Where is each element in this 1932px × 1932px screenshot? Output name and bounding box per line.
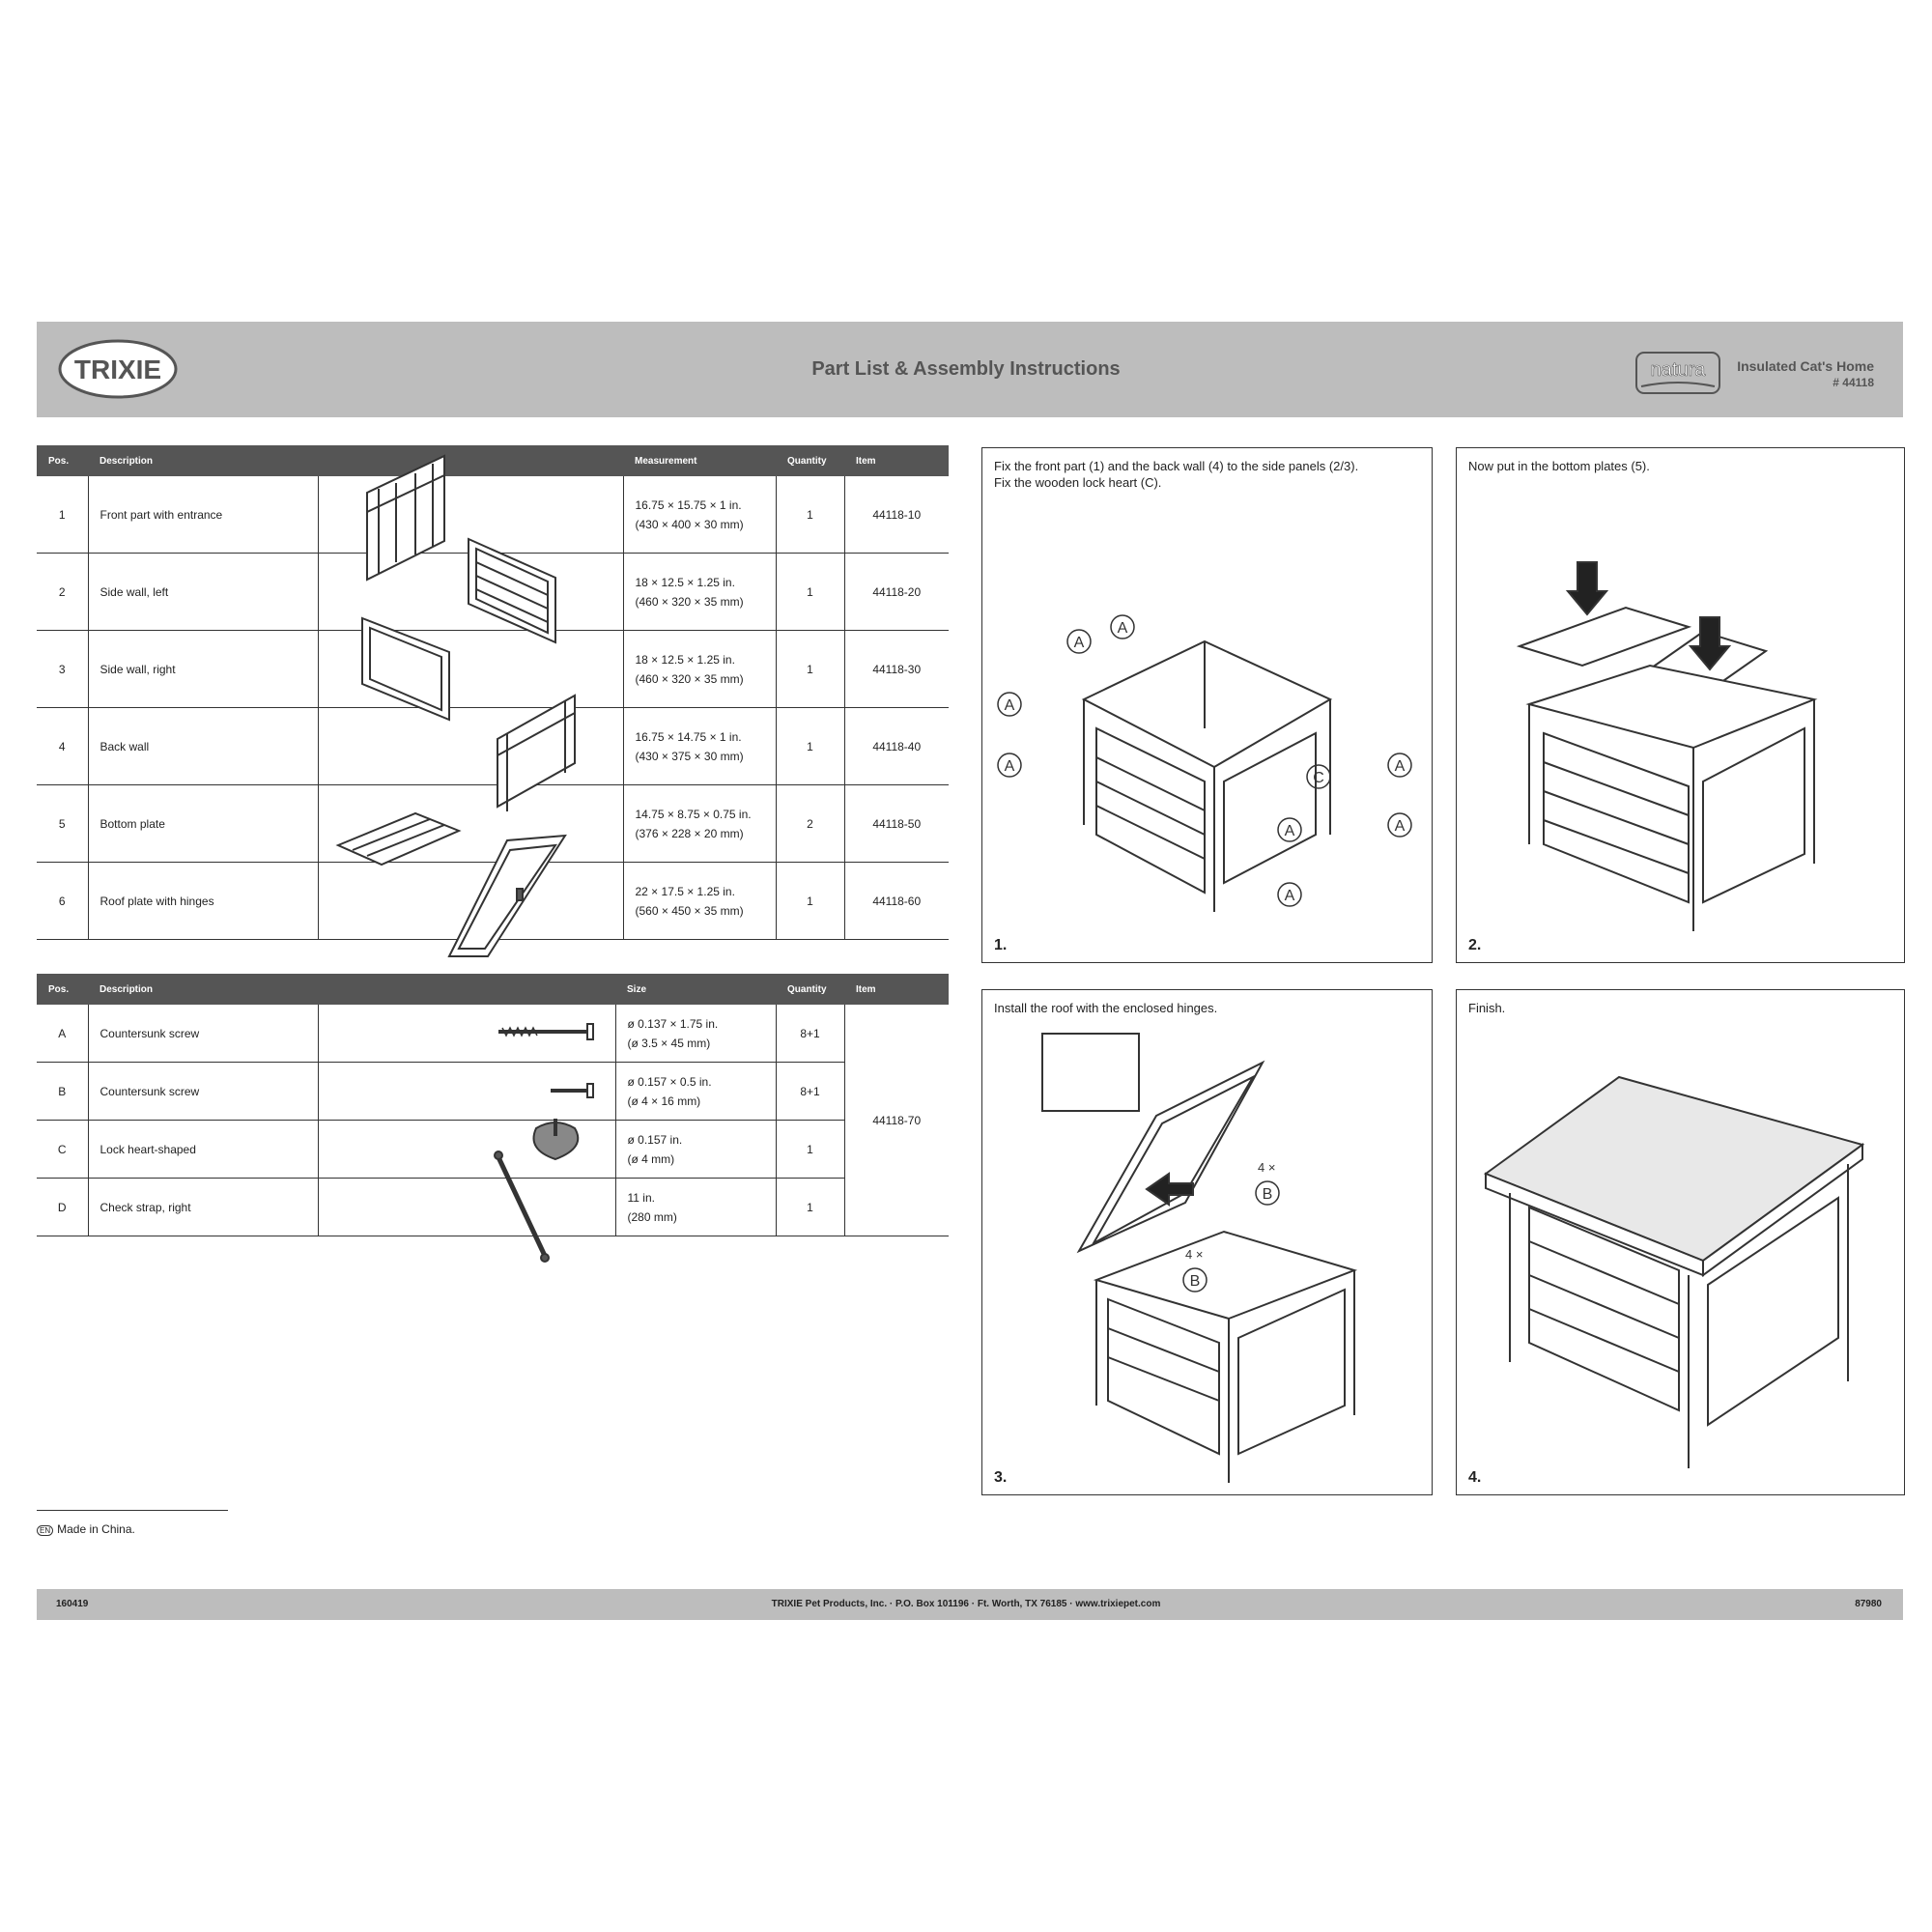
col-pos: Pos.: [37, 445, 88, 476]
meas-in: 22 × 17.5 × 1.25 in.: [635, 884, 735, 898]
step-2-panel: [1456, 447, 1905, 963]
svg-text:A: A: [1004, 697, 1015, 714]
part-description: Side wall, right: [88, 631, 318, 708]
step-line: Now put in the bottom plates (5).: [1468, 459, 1650, 473]
hw-description: Countersunk screw: [88, 1063, 318, 1121]
meas-mm: (430 × 400 × 30 mm): [635, 517, 744, 531]
part-description: Bottom plate: [88, 785, 318, 863]
front-part-drawing: [367, 456, 444, 580]
made-in-note: [37, 1522, 135, 1536]
hw-pos: D: [37, 1179, 88, 1236]
part-item: 44118-60: [844, 863, 949, 940]
part-quantity: 1: [776, 708, 844, 785]
part-description: Back wall: [88, 708, 318, 785]
meas-mm: (560 × 450 × 35 mm): [635, 903, 744, 918]
col-description: Description: [88, 445, 318, 476]
col-pos: Pos.: [37, 974, 88, 1005]
col-image: [318, 974, 615, 1005]
part-description: Roof plate with hinges: [88, 863, 318, 940]
hw-pos: A: [37, 1005, 88, 1063]
parts-drawings: [319, 454, 628, 966]
part-measurement: [623, 631, 776, 708]
hw-description: Check strap, right: [88, 1179, 318, 1236]
col-size: Size: [615, 974, 776, 1005]
col-quantity: Quantity: [776, 445, 844, 476]
step-2-drawing: [1457, 448, 1903, 960]
size-mm: (280 mm): [627, 1209, 677, 1224]
divider: [37, 1510, 228, 1511]
size-mm: (ø 3.5 × 45 mm): [627, 1036, 711, 1050]
product-name: Insulated Cat's Home: [1737, 358, 1874, 374]
svg-text:C: C: [1313, 770, 1324, 786]
svg-text:A: A: [1004, 758, 1015, 775]
meas-mm: (430 × 375 × 30 mm): [635, 749, 744, 763]
hw-pos: B: [37, 1063, 88, 1121]
part-description: Front part with entrance: [88, 476, 318, 554]
back-wall-drawing: [497, 696, 575, 811]
step-number: 2.: [1468, 937, 1482, 953]
svg-text:A: A: [1284, 888, 1295, 904]
part-measurement: [623, 785, 776, 863]
lock-heart-drawing: [534, 1119, 579, 1159]
part-measurement: [623, 863, 776, 940]
step-line: Fix the front part (1) and the back wall (4) to the side panels (2/3).: [994, 459, 1359, 473]
meas-in: 16.75 × 15.75 × 1 in.: [635, 497, 742, 512]
hardware-header-row: [37, 974, 949, 1005]
part-measurement: [623, 476, 776, 554]
step-1-drawing: [982, 448, 1431, 960]
step-3-drawing: [982, 990, 1431, 1492]
svg-text:TRIXIE: TRIXIE: [73, 355, 162, 384]
col-item: Item: [844, 445, 949, 476]
side-wall-right-drawing: [362, 618, 449, 720]
made-in-text: Made in China.: [57, 1522, 135, 1536]
svg-text:A: A: [1284, 823, 1295, 839]
hw-size: [615, 1179, 776, 1236]
step-3-panel: [981, 989, 1433, 1495]
size-in: ø 0.157 × 0.5 in.: [627, 1074, 712, 1089]
hinge-detail-inset: [1042, 1034, 1139, 1111]
part-description: Side wall, left: [88, 554, 318, 631]
hardware-drawings: [483, 1014, 609, 1265]
part-quantity: 2: [776, 785, 844, 863]
hw-size: [615, 1005, 776, 1063]
size-mm: (ø 4 × 16 mm): [627, 1094, 701, 1108]
roof-plate-drawing: [449, 836, 565, 956]
footer-code-right: 87980: [1855, 1599, 1882, 1609]
screw-b-drawing: [551, 1084, 593, 1097]
part-quantity: 1: [776, 476, 844, 554]
meas-in: 14.75 × 8.75 × 0.75 in.: [635, 807, 752, 821]
col-measurement: Measurement: [623, 445, 776, 476]
col-quantity: Quantity: [776, 974, 844, 1005]
hw-size: [615, 1121, 776, 1179]
part-quantity: 1: [776, 554, 844, 631]
part-item: 44118-20: [844, 554, 949, 631]
check-strap-drawing: [495, 1151, 549, 1262]
product-number: # 44118: [1833, 376, 1874, 389]
part-quantity: 1: [776, 631, 844, 708]
page-title: Part List & Assembly Instructions: [811, 358, 1121, 380]
meas-in: 16.75 × 14.75 × 1 in.: [635, 729, 742, 744]
hw-pos: C: [37, 1121, 88, 1179]
side-wall-left-drawing: [469, 539, 555, 642]
meas-mm: (376 × 228 × 20 mm): [635, 826, 744, 840]
step-number: 3.: [994, 1469, 1008, 1486]
step-line: Install the roof with the enclosed hinges.: [994, 1001, 1218, 1015]
svg-text:4 ×: 4 ×: [1185, 1247, 1204, 1262]
screw-a-drawing: [498, 1024, 593, 1039]
down-arrow-icon: [1568, 562, 1606, 614]
svg-text:B: B: [1262, 1186, 1273, 1203]
part-item: 44118-30: [844, 631, 949, 708]
part-measurement: [623, 708, 776, 785]
meas-in: 18 × 12.5 × 1.25 in.: [635, 652, 735, 667]
step-line: Fix the wooden lock heart (C).: [994, 475, 1162, 490]
meas-mm: (460 × 320 × 35 mm): [635, 594, 744, 609]
col-description: Description: [88, 974, 318, 1005]
hw-size: [615, 1063, 776, 1121]
part-pos: 4: [37, 708, 88, 785]
footer-address: TRIXIE Pet Products, Inc. · P.O. Box 101196 · Ft. Worth, TX 76185 · www.trixiepet.com: [771, 1599, 1161, 1609]
step-1-panel: [981, 447, 1433, 963]
size-in: ø 0.157 in.: [627, 1132, 683, 1147]
hw-description: Countersunk screw: [88, 1005, 318, 1063]
part-item: 44118-10: [844, 476, 949, 554]
hw-description: Lock heart-shaped: [88, 1121, 318, 1179]
col-item: Item: [844, 974, 949, 1005]
svg-text:A: A: [1394, 818, 1406, 835]
step-4-drawing: [1457, 990, 1903, 1492]
part-quantity: 1: [776, 863, 844, 940]
roof-top: [1486, 1077, 1862, 1261]
meas-in: 18 × 12.5 × 1.25 in.: [635, 575, 735, 589]
size-in: ø 0.137 × 1.75 in.: [627, 1016, 719, 1031]
step-number: 4.: [1468, 1469, 1482, 1486]
part-pos: 5: [37, 785, 88, 863]
part-item: 44118-40: [844, 708, 949, 785]
part-measurement: [623, 554, 776, 631]
bottom-plate-drawing: [338, 813, 459, 865]
language-badge: EN: [37, 1525, 53, 1536]
part-pos: 2: [37, 554, 88, 631]
part-pos: 3: [37, 631, 88, 708]
meas-mm: (460 × 320 × 35 mm): [635, 671, 744, 686]
size-mm: (ø 4 mm): [627, 1151, 675, 1166]
svg-text:4 ×: 4 ×: [1258, 1160, 1276, 1175]
size-in: 11 in.: [627, 1190, 655, 1205]
part-pos: 1: [37, 476, 88, 554]
part-item: 44118-50: [844, 785, 949, 863]
svg-text:A: A: [1073, 635, 1085, 651]
svg-text:A: A: [1394, 758, 1406, 775]
part-pos: 6: [37, 863, 88, 940]
footer-code-left: 160419: [56, 1599, 89, 1609]
hw-quantity: 8+1: [776, 1063, 844, 1121]
hw-quantity: 8+1: [776, 1005, 844, 1063]
hw-quantity: 1: [776, 1179, 844, 1236]
step-4-panel: [1456, 989, 1905, 1495]
svg-text:A: A: [1117, 620, 1128, 637]
step-line: Finish.: [1468, 1001, 1506, 1015]
hw-quantity: 1: [776, 1121, 844, 1179]
step-number: 1.: [994, 937, 1008, 953]
svg-text:B: B: [1189, 1273, 1201, 1290]
natura-logo: [1635, 352, 1720, 394]
svg-text:natura: natura: [1650, 359, 1706, 381]
hw-item: 44118-70: [844, 1005, 949, 1236]
